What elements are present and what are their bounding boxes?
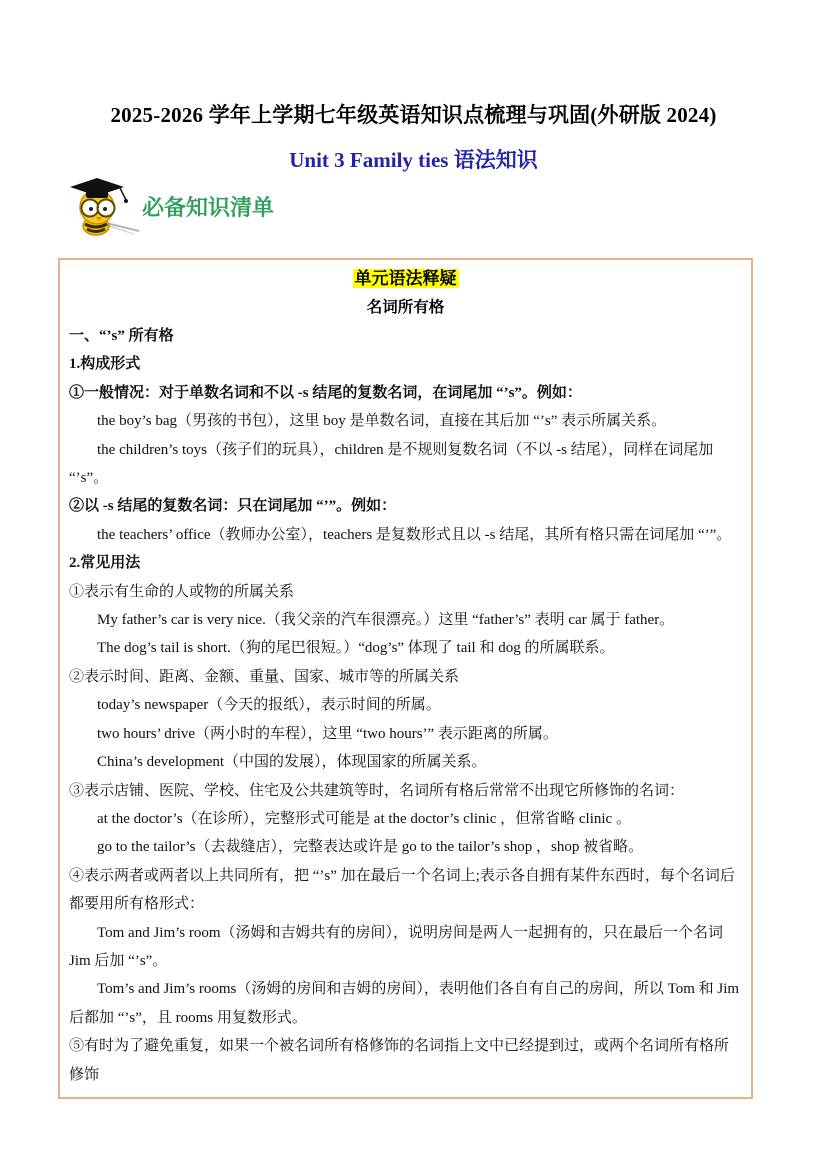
unit-subtitle: Unit 3 Family ties 语法知识 [289,148,538,172]
section-heading: 一、“’s” 所有格 [69,328,174,344]
rule-paragraph: ④表示两者或两者以上共同所有，把 “’s” 加在最后一个名词上;表示各自拥有某件东西时，每个名词后都要用所有格形式： [69,867,735,913]
rule-paragraph: ①表示有生命的人或物的所属关系 [69,583,295,600]
document-title: 2025-2026 学年上学期七年级英语知识点梳理与巩固(外研版 2024) [110,103,717,127]
rule-paragraph: ⑤有时为了避免重复，如果一个被名词所有格修饰的名词指上文中已经提到过，或两个名词所有格所修饰 [69,1038,730,1083]
rule-paragraph: ①一般情况：对于单数名词和不以 -s 结尾的复数名词，在词尾加 “’s”。例如： [69,384,582,401]
grammar-content-box [58,258,753,1099]
example-paragraph: My father’s car is very nice.（我父亲的汽车很漂亮。）这里 “father’s” 表明 car 属于 father。 [97,612,675,629]
example-paragraph: today’s newspaper（今天的报纸），表示时间的所属。 [97,697,441,714]
example-paragraph: China’s development（中国的发展），体现国家的所属关系。 [97,754,487,771]
mascot-graduate-icon [60,176,140,236]
example-paragraph: two hours’ drive（两小时的车程），这里 “two hours’” 表示距离的所属。 [97,725,558,742]
example-paragraph: Tom and Jim’s room（汤姆和吉姆共有的房间），说明房间是两人一起拥有的，只在最后一个名词 Jim 后加 “’s”。 [69,924,724,969]
rule-paragraph: ③表示店铺、医院、学校、住宅及公共建筑等时，名词所有格后常常不出现它所修饰的名词： [69,782,685,799]
example-paragraph: at the doctor’s（在诊所），完整形式可能是 at the doctor’s clinic ，但常省略 clinic 。 [97,810,631,827]
example-paragraph: The dog’s tail is short.（狗的尾巴很短。）“dog’s” 体现了 tail 和 dog 的所属联系。 [97,640,615,657]
example-paragraph: the teachers’ office（教师办公室），teachers 是复数形式且以 -s 结尾，其所有格只需在词尾加 “’”。 [97,526,732,543]
rule-paragraph: ②以 -s 结尾的复数名词：只在词尾加 “’”。例如： [69,498,397,515]
example-paragraph: go to the tailor’s（去裁缝店），完整表达或许是 go to the tailor’s shop ，shop 被省略。 [97,839,644,856]
subsection-heading: 2.常见用法 [69,555,141,572]
rule-paragraph: ②表示时间、距离、金额、重量、国家、城市等的所属关系 [69,668,460,685]
box-subheading: 名词所有格 [366,299,445,316]
example-paragraph: the children’s toys（孩子们的玩具），children 是不规则复数名词（不以 -s 结尾），同样在词尾加 “’s”。 [69,441,714,487]
box-heading-highlight: 单元语法释疑 [354,269,457,288]
checklist-header [60,176,274,236]
checklist-badge-label: 必备知识清单 [142,194,275,220]
example-paragraph: Tom’s and Jim’s rooms（汤姆的房间和吉姆的房间），表明他们各自有自己的房间，所以 Tom 和 Jim 后都加 “’s”，且 rooms 用复数形式。 [69,981,740,1026]
subsection-heading: 1.构成形式 [69,356,141,373]
box-heading-row [69,265,742,294]
example-paragraph: the boy’s bag（男孩的书包），这里 boy 是单数名词，直接在其后加 “’s” 表示所属关系。 [97,413,667,430]
